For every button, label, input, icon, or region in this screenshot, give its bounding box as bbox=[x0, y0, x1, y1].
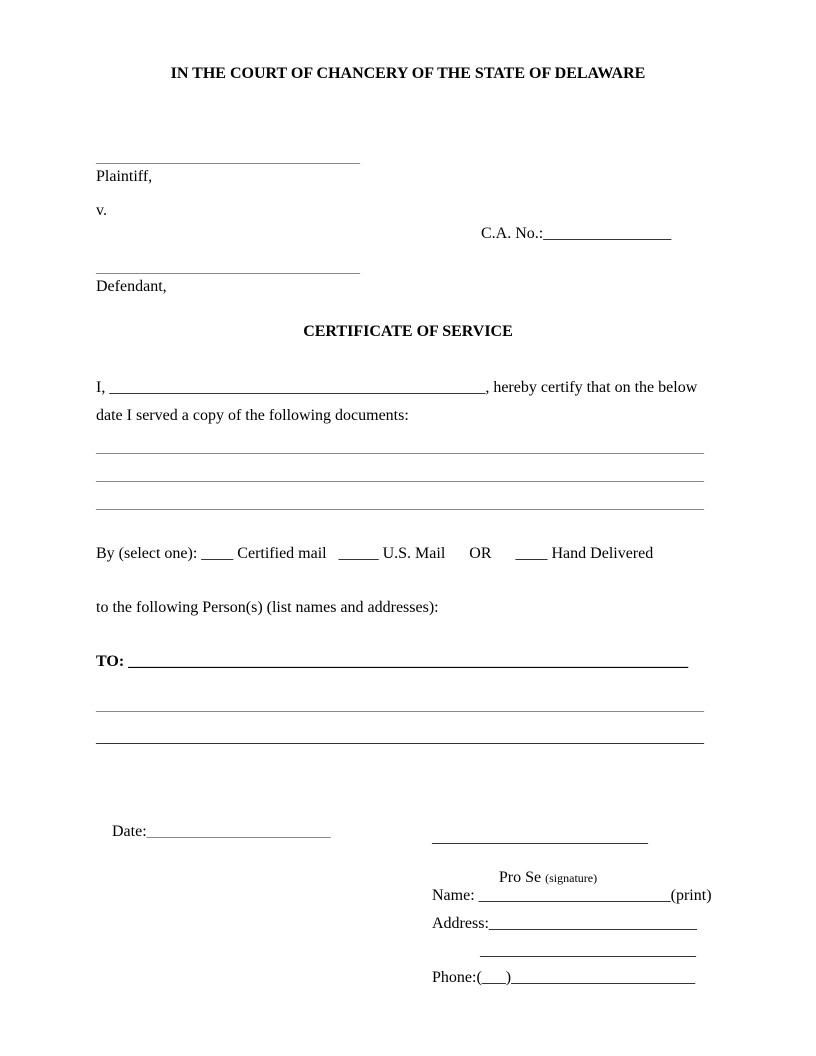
name-field: Name: ________________________(print) bbox=[432, 887, 712, 904]
date-field bbox=[96, 802, 331, 862]
pro-se-label: Pro Se bbox=[498, 869, 542, 886]
case-number-field: C.A. No.:________________ bbox=[481, 225, 672, 242]
date-label: Date: bbox=[112, 823, 147, 840]
plaintiff-name-blank: _________________________________ bbox=[96, 149, 360, 166]
address-field: Address:__________________________ bbox=[432, 915, 697, 932]
service-method-line: By (select one): ____ Certified mail _____ U.S. Mail OR ____ Hand Delivered bbox=[96, 545, 654, 562]
recipients-blank-2: ____________________________________________________________________________ bbox=[96, 729, 704, 746]
plaintiff-label: Plaintiff, bbox=[96, 168, 153, 185]
documents-blank-2: ____________________________________________________________________________ bbox=[96, 467, 704, 484]
to-field: TO: ______________________________________________________________________ bbox=[96, 653, 689, 670]
documents-blank-1: ____________________________________________________________________________ bbox=[96, 439, 704, 456]
signature-note: (signature) bbox=[545, 871, 598, 885]
certify-statement-line-2: date I served a copy of the following documents: bbox=[96, 407, 409, 424]
documents-blank-3: ____________________________________________________________________________ bbox=[96, 495, 704, 512]
recipients-intro: to the following Person(s) (list names and addresses): bbox=[96, 599, 439, 616]
address-blank-2: ___________________________ bbox=[480, 942, 696, 959]
court-title: IN THE COURT OF CHANCERY OF THE STATE OF DELAWARE bbox=[170, 65, 646, 82]
section-title: CERTIFICATE OF SERVICE bbox=[303, 323, 513, 340]
versus-label: v. bbox=[96, 202, 107, 219]
phone-field: Phone:(___)_______________________ bbox=[432, 969, 696, 986]
recipients-blank-1: ____________________________________________________________________________ bbox=[96, 697, 704, 714]
defendant-label: Defendant, bbox=[96, 278, 167, 295]
defendant-name-blank: _________________________________ bbox=[96, 259, 360, 276]
signature-blank: ___________________________ bbox=[432, 829, 648, 846]
certify-statement-line-1: I, _______________________________________________, hereby certify that on the below bbox=[96, 379, 698, 396]
date-blank: _______________________ bbox=[146, 823, 331, 840]
